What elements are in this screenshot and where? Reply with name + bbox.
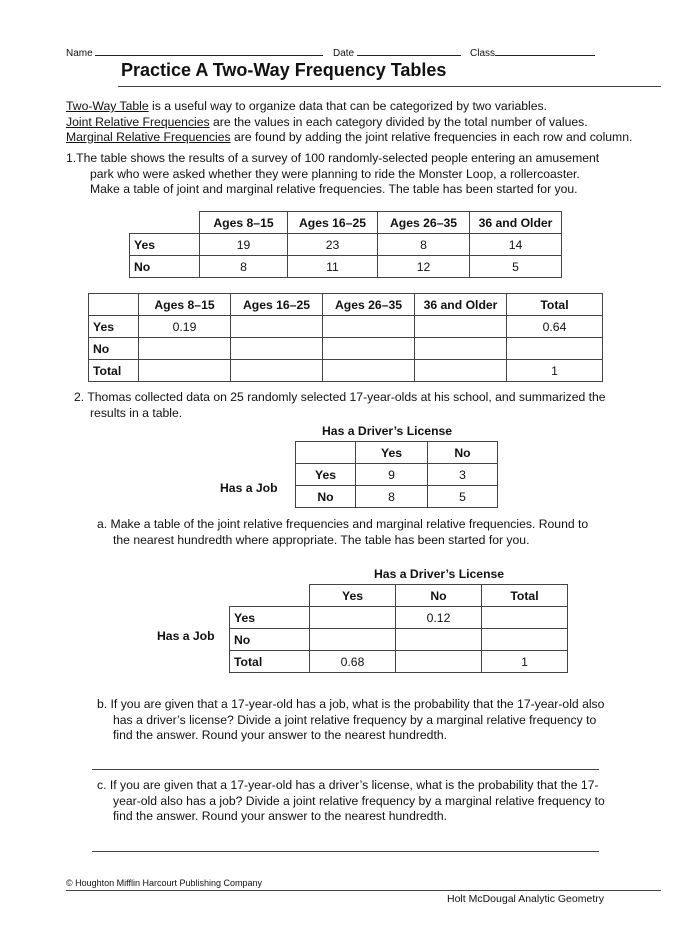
table-row xyxy=(89,338,603,360)
col-header: Yes xyxy=(356,442,428,464)
survey-table xyxy=(129,211,562,278)
table-cell: 1 xyxy=(482,651,568,673)
has-a-job-label: Has a Job xyxy=(220,481,278,495)
row-header: Yes xyxy=(296,464,356,486)
definitions xyxy=(66,99,686,146)
answer-cell[interactable] xyxy=(396,629,482,651)
table-cell: 5 xyxy=(428,486,498,508)
joint-marginal-table xyxy=(229,584,568,673)
row-header: Yes xyxy=(89,316,139,338)
col-header: No xyxy=(428,442,498,464)
col-header: No xyxy=(396,585,482,607)
answer-cell[interactable] xyxy=(231,338,323,360)
name-field xyxy=(66,45,323,59)
table-row xyxy=(296,464,498,486)
answer-cell[interactable] xyxy=(415,338,507,360)
date-label: Date xyxy=(333,48,355,59)
table-row xyxy=(230,651,568,673)
class-field xyxy=(470,45,595,59)
col-header: 36 and Older xyxy=(415,294,507,316)
table-cell: 3 xyxy=(428,464,498,486)
table-cell: 12 xyxy=(378,256,470,278)
drivers-license-title-2: Has a Driver’s License xyxy=(374,567,505,581)
answer-cell[interactable] xyxy=(415,360,507,382)
answer-cell[interactable] xyxy=(323,360,415,382)
footer-rule xyxy=(66,890,661,891)
part-c: c. If you are given that a 17-year-old has a driver’s license, what is the probability that the 17- year-old also has a job? Divide a joint relative frequency by a marginal relative frequency to find the answer. Round your answer to the nearest hundredth. xyxy=(97,778,605,823)
table-row xyxy=(89,360,603,382)
col-header: 36 and Older xyxy=(470,212,562,234)
page-title: Practice A Two-Way Frequency Tables xyxy=(121,60,447,80)
row-header: Total xyxy=(230,651,310,673)
title-rule xyxy=(118,86,661,87)
table-cell: 1 xyxy=(507,360,603,382)
col-header: Total xyxy=(507,294,603,316)
row-header: No xyxy=(130,256,200,278)
class-blank[interactable] xyxy=(495,45,595,56)
part-b: b. If you are given that a 17-year-old has a job, what is the probability that the 17-year-old also has a driver’s license? Divide a joint relative frequency by a marginal relative frequency to find the answer. Round your answer to the nearest hundredth. xyxy=(97,697,605,742)
col-header: Ages 26–35 xyxy=(323,294,415,316)
answer-cell[interactable] xyxy=(323,338,415,360)
question-2: 2. Thomas collected data on 25 randomly selected 17-year-olds at his school, and summarized the results in a table. xyxy=(74,390,606,420)
table-cell: 8 xyxy=(200,256,288,278)
question-1: 1.The table shows the results of a survey of 100 randomly-selected people entering an amusement park who were asked whether they were planning to ride the Monster Loop, a rollercoaster. Make a table of joint and marginal relative frequencies. The table has been started for you. xyxy=(66,151,600,196)
answer-cell[interactable] xyxy=(231,316,323,338)
col-header: Total xyxy=(482,585,568,607)
col-header: Ages 16–25 xyxy=(231,294,323,316)
table-row xyxy=(89,316,603,338)
answer-cell[interactable] xyxy=(139,338,231,360)
definition-joint: Joint Relative Frequencies are the values in each category divided by the total number of values. xyxy=(66,114,588,129)
table-cell: 8 xyxy=(356,486,428,508)
col-header: Yes xyxy=(310,585,396,607)
answer-cell[interactable] xyxy=(507,338,603,360)
table-cell: 11 xyxy=(288,256,378,278)
row-header: Total xyxy=(89,360,139,382)
answer-cell[interactable] xyxy=(231,360,323,382)
table-cell: 9 xyxy=(356,464,428,486)
license-job-table xyxy=(295,441,498,508)
table-cell: 23 xyxy=(288,234,378,256)
table-row xyxy=(130,256,562,278)
answer-line-c[interactable] xyxy=(92,851,599,852)
answer-cell[interactable] xyxy=(482,607,568,629)
table-cell: 0.12 xyxy=(396,607,482,629)
has-a-job-label-2: Has a Job xyxy=(157,629,215,643)
row-header: No xyxy=(230,629,310,651)
col-header: Ages 8–15 xyxy=(200,212,288,234)
answer-cell[interactable] xyxy=(310,629,396,651)
class-label: Class xyxy=(470,48,496,59)
col-header: Ages 8–15 xyxy=(139,294,231,316)
definition-marginal: Marginal Relative Frequencies are found by adding the joint relative frequencies in each row and column. xyxy=(66,130,633,144)
row-header: No xyxy=(89,338,139,360)
table-cell: 19 xyxy=(200,234,288,256)
table-cell: 0.64 xyxy=(507,316,603,338)
part-a: a. Make a table of the joint relative frequencies and marginal relative frequencies. Round to the nearest hundredth where appropriate. The table has been started for you. xyxy=(97,517,589,547)
drivers-license-title: Has a Driver’s License xyxy=(322,424,453,438)
date-blank[interactable] xyxy=(357,45,461,56)
table-cell: 0.68 xyxy=(310,651,396,673)
table-cell: 0.19 xyxy=(139,316,231,338)
table-row xyxy=(230,629,568,651)
col-header: Ages 26–35 xyxy=(378,212,470,234)
date-field xyxy=(333,45,461,59)
answer-cell[interactable] xyxy=(310,607,396,629)
answer-cell[interactable] xyxy=(415,316,507,338)
answer-cell[interactable] xyxy=(396,651,482,673)
col-header: Ages 16–25 xyxy=(288,212,378,234)
row-header: Yes xyxy=(230,607,310,629)
name-label: Name xyxy=(66,48,93,59)
book-title: Holt McDougal Analytic Geometry xyxy=(447,893,604,905)
answer-cell[interactable] xyxy=(482,629,568,651)
table-cell: 5 xyxy=(470,256,562,278)
name-blank[interactable] xyxy=(95,45,323,56)
table-cell: 8 xyxy=(378,234,470,256)
definition-two-way: Two-Way Table is a useful way to organize data that can be categorized by two variables. xyxy=(66,99,547,113)
answer-cell[interactable] xyxy=(139,360,231,382)
table-row xyxy=(230,607,568,629)
relative-frequency-table xyxy=(88,293,603,382)
row-header: No xyxy=(296,486,356,508)
table-row xyxy=(296,486,498,508)
answer-cell[interactable] xyxy=(323,316,415,338)
table-row xyxy=(130,234,562,256)
table-cell: 14 xyxy=(470,234,562,256)
answer-line-b[interactable] xyxy=(92,769,599,770)
row-header: Yes xyxy=(130,234,200,256)
copyright: © Houghton Mifflin Harcourt Publishing Company xyxy=(66,878,263,888)
